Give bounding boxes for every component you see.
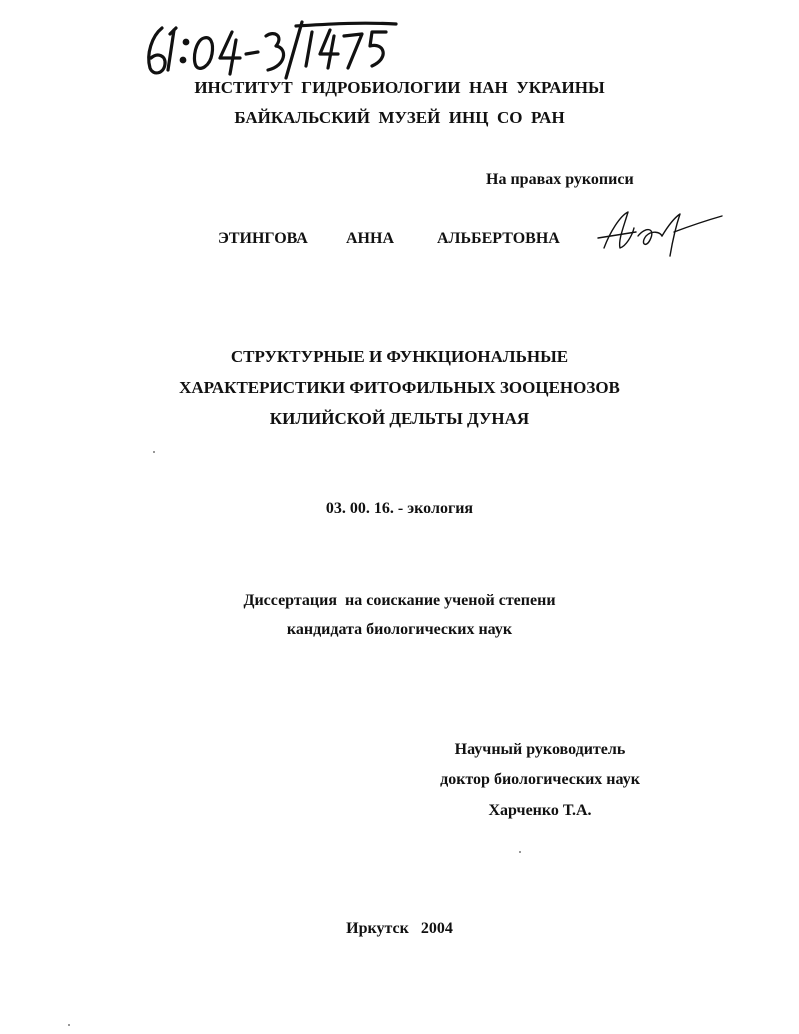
manuscript-note: На правах рукописи xyxy=(486,171,634,188)
author-patronymic: АЛЬБЕРТОВНА xyxy=(437,230,560,247)
scan-speck xyxy=(519,851,521,853)
supervisor-role: Научный руководитель xyxy=(454,741,626,758)
dissertation-line-2: кандидата биологических наук xyxy=(286,621,513,638)
title-line-3: КИЛИЙСКОЙ ДЕЛЬТЫ ДУНАЯ xyxy=(269,409,530,428)
title-line-1: СТРУКТУРНЫЕ И ФУНКЦИОНАЛЬНЫЕ xyxy=(230,347,569,366)
dissertation-line-1: Диссертация на соискание ученой степени xyxy=(243,592,556,609)
title-line-2: ХАРАКТЕРИСТИКИ ФИТОФИЛЬНЫХ ЗООЦЕНОЗОВ xyxy=(179,378,620,397)
handwritten-archive-number xyxy=(140,14,400,84)
scan-speck xyxy=(68,1024,70,1026)
institute-line-1: ИНСТИТУТ ГИДРОБИОЛОГИИ НАН УКРАИНЫ xyxy=(194,78,605,97)
city-year: Иркутск 2004 xyxy=(346,920,453,937)
supervisor-degree: доктор биологических наук xyxy=(440,771,640,788)
specialty-code: 03. 00. 16. - экология xyxy=(325,500,474,517)
author-name: АННА xyxy=(346,230,394,247)
scan-speck xyxy=(153,451,155,453)
author-surname: ЭТИНГОВА xyxy=(218,230,308,247)
author-signature-image xyxy=(590,196,730,266)
supervisor-name: Харченко Т.А. xyxy=(488,802,592,819)
institute-line-2: БАЙКАЛЬСКИЙ МУЗЕЙ ИНЦ СО РАН xyxy=(234,108,565,127)
